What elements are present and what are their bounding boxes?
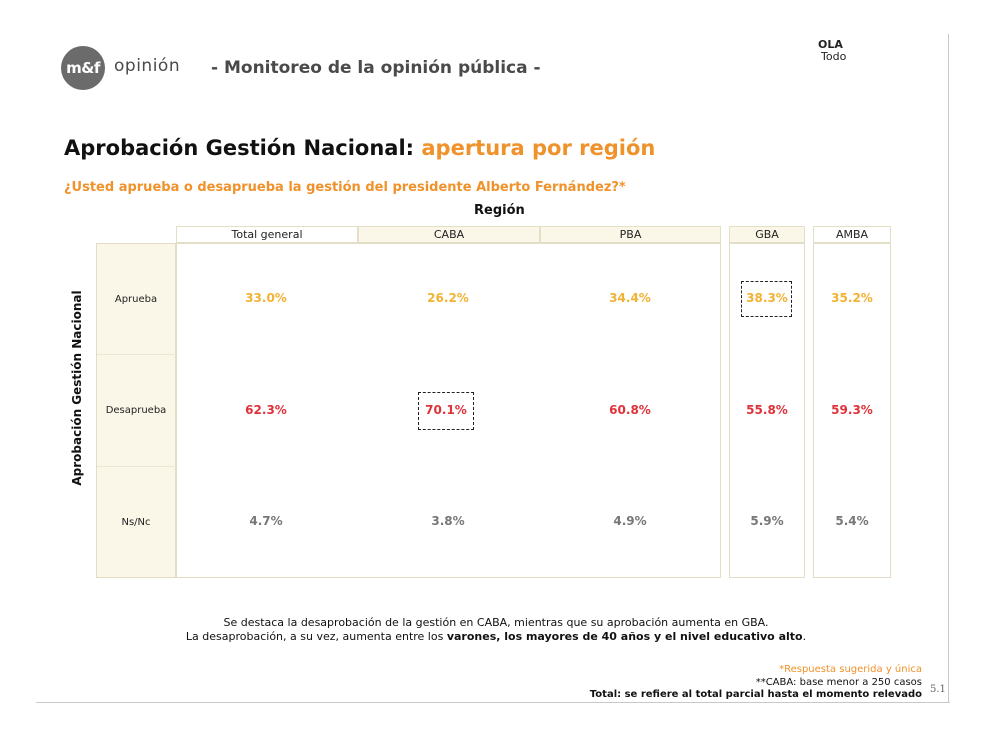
cell-nsnc-caba: 3.8% xyxy=(431,514,465,528)
cell-desaprueba-caba: 70.1% xyxy=(425,403,467,417)
footnote-caba-base: **CABA: base menor a 250 casos xyxy=(755,677,922,688)
row-labels-panel xyxy=(96,243,176,578)
logo-text: m&f xyxy=(66,59,100,77)
cell-aprueba-caba: 26.2% xyxy=(427,291,469,305)
cell-desaprueba-amba: 59.3% xyxy=(831,403,873,417)
highlight-box-gba-aprueba xyxy=(741,281,792,317)
cell-aprueba-pba: 34.4% xyxy=(609,291,651,305)
cell-desaprueba-gba: 55.8% xyxy=(746,403,788,417)
cell-desaprueba-total: 62.3% xyxy=(245,403,287,417)
frame-border-right xyxy=(948,34,949,702)
cell-nsnc-total: 4.7% xyxy=(249,514,283,528)
wave-value: Todo xyxy=(821,50,847,63)
column-header-amba: AMBA xyxy=(813,226,891,243)
cell-nsnc-pba: 4.9% xyxy=(613,514,647,528)
row-label-nsnc: Ns/Nc xyxy=(121,517,151,528)
column-header-pba: PBA xyxy=(540,226,721,243)
cell-nsnc-amba: 5.4% xyxy=(835,514,869,528)
footnote-total: Total: se refiere al total parcial hasta el momento relevado xyxy=(589,689,922,700)
cell-aprueba-amba: 35.2% xyxy=(831,291,873,305)
column-group-title: Región xyxy=(474,203,525,218)
cell-nsnc-gba: 5.9% xyxy=(750,514,784,528)
row-axis-label-text: Aprobación Gestión Nacional xyxy=(70,290,84,486)
column-header-caba: CABA xyxy=(358,226,540,243)
row-label-desaprueba: Desaprueba xyxy=(105,405,167,416)
mf-logo xyxy=(61,46,105,90)
highlight-box-caba-desaprueba xyxy=(418,392,474,430)
title-highlight: apertura por región xyxy=(421,136,656,160)
frame-border-bottom xyxy=(36,702,950,703)
header-subtitle: - Monitoreo de la opinión pública - xyxy=(211,58,541,78)
survey-question: ¿Usted aprueba o desaprueba la gestión del presidente Alberto Fernández?* xyxy=(64,180,626,195)
note-line-2-bold: varones, los mayores de 40 años y el nivel educativo alto xyxy=(446,630,803,643)
cell-desaprueba-pba: 60.8% xyxy=(609,403,651,417)
note-line-2-suffix: . xyxy=(802,630,807,643)
row-separator xyxy=(97,466,176,467)
page-number: 5.1 xyxy=(930,684,946,695)
note-line-2-prefix: La desaprobación, a su vez, aumenta entre los xyxy=(185,630,447,643)
note-line-2 xyxy=(0,630,992,643)
cell-aprueba-gba: 38.3% xyxy=(746,291,788,305)
page-title xyxy=(64,136,655,160)
brand-name: opinión xyxy=(114,56,181,76)
row-separator xyxy=(97,354,176,355)
title-main: Aprobación Gestión Nacional: xyxy=(64,136,415,160)
note-line-1: Se destaca la desaprobación de la gestión en CABA, mientras que su aprobación aumenta en GBA. xyxy=(223,616,769,629)
cell-aprueba-total: 33.0% xyxy=(245,291,287,305)
footnote-suggested-answer: *Respuesta sugerida y única xyxy=(779,664,922,675)
row-label-aprueba: Aprueba xyxy=(114,294,158,305)
column-header-total: Total general xyxy=(176,226,358,243)
wave-label: OLA xyxy=(818,38,843,51)
column-header-gba: GBA xyxy=(729,226,805,243)
